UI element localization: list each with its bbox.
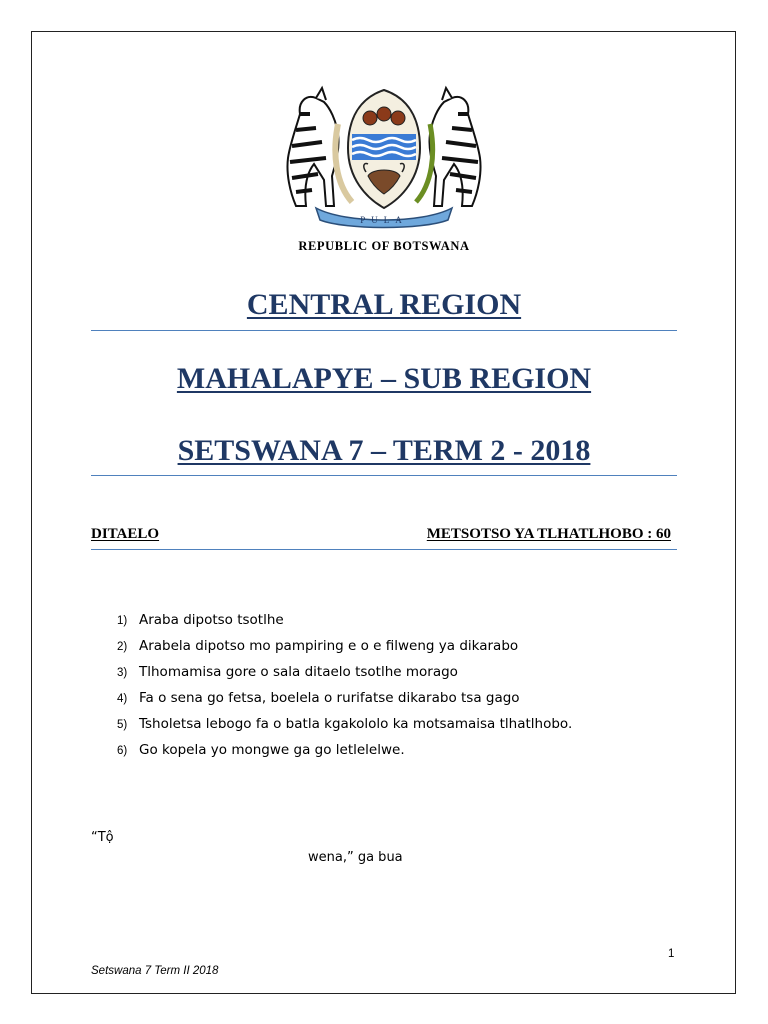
list-item xyxy=(117,636,572,662)
list-item-number: 4) xyxy=(117,693,128,705)
exam-title: SETSWANA 7 – TERM 2 - 2018 xyxy=(177,434,591,467)
instructions-list xyxy=(117,610,572,766)
country-name: REPUBLIC OF BOTSWANA xyxy=(298,239,470,253)
exam-duration: METSOTSO YA TLHATLHOBO : 60 xyxy=(426,526,671,542)
body-text-line-1: “Tộ xyxy=(91,830,114,845)
left-zebra-supporter xyxy=(287,88,338,206)
motto-text: PULA xyxy=(360,215,408,225)
right-zebra-supporter xyxy=(429,88,480,206)
list-item xyxy=(117,610,572,636)
shield-icon xyxy=(348,90,420,208)
list-item xyxy=(117,662,572,688)
list-item xyxy=(117,688,572,714)
list-item-text: Araba dipotso tsotlhe xyxy=(139,612,284,628)
list-item-number: 5) xyxy=(117,719,128,731)
list-item-number: 2) xyxy=(117,641,128,653)
exam-title-divider xyxy=(91,475,677,476)
botswana-coat-of-arms-emblem xyxy=(276,84,492,232)
subheader-divider xyxy=(91,549,677,550)
list-item-text: Arabela dipotso mo pampiring e o e filweng ya dikarabo xyxy=(139,638,519,654)
list-item-number: 1) xyxy=(117,615,128,627)
list-item-text: Tlhomamisa gore o sala ditaelo tsotlhe morago xyxy=(139,664,458,680)
footer-text: Setswana 7 Term II 2018 xyxy=(91,965,219,977)
list-item xyxy=(117,740,572,766)
list-item-number: 3) xyxy=(117,667,128,679)
instructions-heading: DITAELO xyxy=(91,526,160,542)
region-title: CENTRAL REGION xyxy=(246,288,522,321)
body-text-line-2: wena,” ga bua xyxy=(308,850,403,865)
motto-ribbon xyxy=(316,208,452,228)
list-item xyxy=(117,714,572,740)
list-item-text: Tsholetsa lebogo fa o batla kgakololo ka motsamaisa tlhatlhobo. xyxy=(139,716,573,732)
list-item-text: Fa o sena go fetsa, boelela o rurifatse dikarabo tsa gago xyxy=(139,690,520,706)
sub-region-title: MAHALAPYE – SUB REGION xyxy=(176,362,592,395)
list-item-number: 6) xyxy=(117,745,128,757)
page-number: 1 xyxy=(668,948,675,960)
list-item-text: Go kopela yo mongwe ga go letlelelwe. xyxy=(139,742,405,758)
title-divider xyxy=(91,330,677,331)
